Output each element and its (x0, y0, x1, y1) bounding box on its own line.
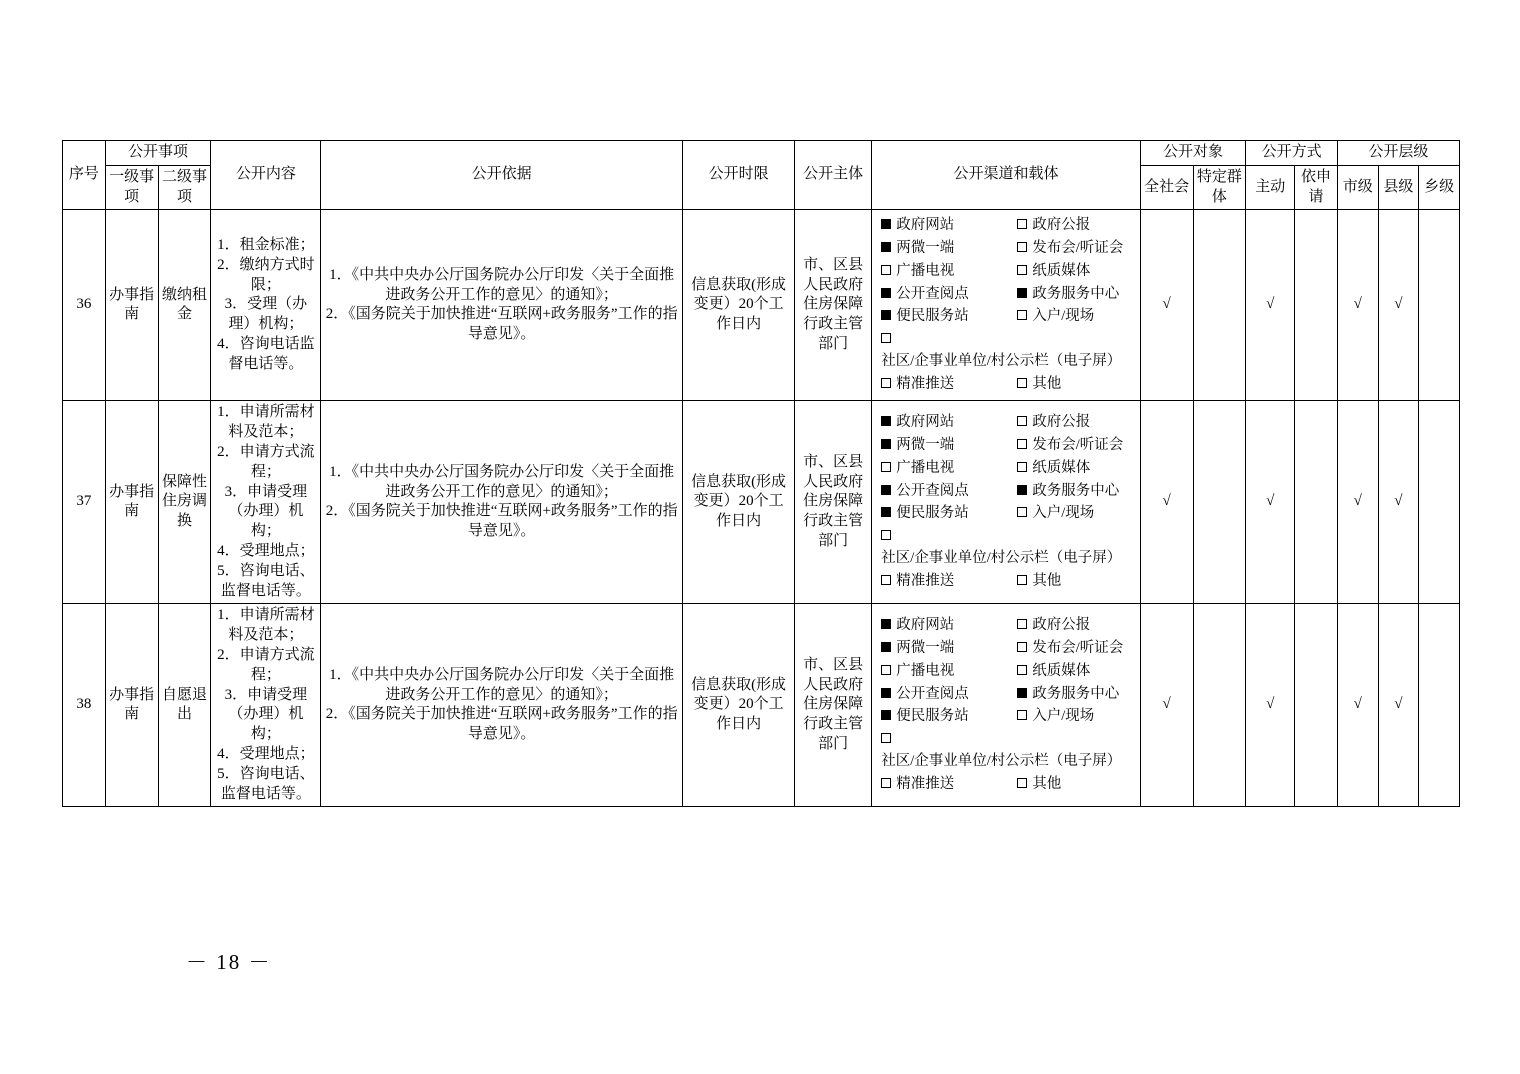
checkbox-icon[interactable] (881, 530, 891, 540)
channel-row (881, 458, 1134, 480)
row-subject: 市、区县人民政府住房保障行政主管部门 (794, 401, 871, 604)
channel-option[interactable] (1017, 615, 1134, 637)
row-audience-special (1193, 210, 1246, 401)
channel-option[interactable] (1017, 571, 1134, 593)
row-level-city: √ (1337, 604, 1378, 807)
channel-option[interactable] (1017, 706, 1134, 728)
channel-label: 公开查阅点 (896, 482, 969, 499)
checkbox-icon[interactable] (1017, 619, 1027, 629)
row-level-city: √ (1337, 210, 1378, 401)
header-level-city: 市级 (1337, 165, 1378, 210)
channel-label: 政府网站 (896, 217, 955, 234)
table-row (63, 604, 1460, 807)
header-time-limit: 公开时限 (683, 141, 795, 210)
channel-row (881, 215, 1134, 237)
channel-option[interactable] (1017, 458, 1134, 480)
row-level1: 办事指南 (105, 604, 158, 807)
row-audience-special (1193, 401, 1246, 604)
channel-row (881, 571, 1134, 593)
channel-label: 其他 (1032, 775, 1062, 792)
channel-label: 入户/现场 (1032, 505, 1095, 522)
channel-label: 纸质媒体 (1032, 459, 1091, 476)
row-method-apply (1295, 604, 1338, 807)
checkbox-icon[interactable] (1017, 462, 1027, 472)
row-level-town (1419, 604, 1460, 807)
page-number: － 18 － (186, 950, 272, 974)
checkbox-icon[interactable] (881, 507, 891, 517)
checkbox-icon[interactable] (881, 778, 891, 788)
header-level1: 一级事项 (105, 165, 158, 210)
checkbox-icon[interactable] (1017, 575, 1027, 585)
channel-label: 政府公报 (1032, 617, 1091, 634)
channel-row (881, 638, 1134, 660)
row-method-active: √ (1246, 401, 1295, 604)
checkbox-icon[interactable] (881, 310, 891, 320)
channel-row (881, 729, 1134, 773)
row-level-town (1419, 401, 1460, 604)
channel-row (881, 284, 1134, 306)
channel-option[interactable] (881, 458, 1017, 480)
row-level2: 自愿退出 (158, 604, 211, 807)
channel-option[interactable] (881, 306, 1017, 328)
checkbox-icon[interactable] (881, 575, 891, 585)
channel-option[interactable] (881, 503, 1017, 525)
channel-list (875, 612, 1136, 798)
row-content: 1．申请所需材料及范本； 2．申请方式流程； 3．申请受理（办理）机构； 4．受理地点； 5．咨询电话、监督电话等。 (211, 401, 321, 604)
channel-option[interactable] (881, 481, 1017, 503)
channel-option[interactable] (881, 661, 1017, 683)
row-number: 38 (63, 604, 106, 807)
checkbox-icon[interactable] (1017, 710, 1027, 720)
channel-label: 精准推送 (896, 375, 955, 392)
channel-option[interactable] (1017, 261, 1134, 283)
channel-label: 发布会/听证会 (1032, 240, 1124, 257)
channel-label: 便民服务站 (896, 308, 969, 325)
channel-option[interactable] (881, 729, 1134, 773)
header-method-active: 主动 (1246, 165, 1295, 210)
channel-option[interactable] (1017, 435, 1134, 457)
checkbox-icon[interactable] (1017, 439, 1027, 449)
channel-label: 政府网站 (896, 414, 955, 431)
checkbox-icon[interactable] (1017, 665, 1027, 675)
channel-label: 社区/企事业单位/村公示栏（电子屏） (881, 752, 1122, 769)
row-audience-all: √ (1140, 401, 1193, 604)
channel-label: 社区/企事业单位/村公示栏（电子屏） (881, 352, 1122, 369)
checkbox-icon[interactable] (881, 219, 891, 229)
channel-label: 政务服务中心 (1032, 685, 1120, 702)
channel-row (881, 329, 1134, 373)
channel-option[interactable] (1017, 774, 1134, 796)
header-open-item-group: 公开事项 (105, 141, 211, 166)
header-content: 公开内容 (211, 141, 321, 210)
checkbox-icon[interactable] (881, 642, 891, 652)
table-body (63, 210, 1460, 807)
header-subject: 公开主体 (794, 141, 871, 210)
channel-option[interactable] (881, 638, 1017, 660)
channel-label: 广播电视 (896, 262, 955, 279)
channel-label: 社区/企事业单位/村公示栏（电子屏） (881, 549, 1122, 566)
checkbox-icon[interactable] (881, 439, 891, 449)
channel-row (881, 306, 1134, 328)
channel-label: 入户/现场 (1032, 708, 1095, 725)
checkbox-icon[interactable] (1017, 416, 1027, 426)
checkbox-icon[interactable] (881, 688, 891, 698)
channel-label: 入户/现场 (1032, 308, 1095, 325)
channel-row (881, 684, 1134, 706)
channel-label: 便民服务站 (896, 708, 969, 725)
row-level1: 办事指南 (105, 401, 158, 604)
channel-label: 公开查阅点 (896, 685, 969, 702)
row-time-limit: 信息获取(形成变更）20个工作日内 (683, 604, 795, 807)
header-channel: 公开渠道和载体 (872, 141, 1140, 210)
table-header (63, 141, 1460, 210)
checkbox-icon[interactable] (881, 485, 891, 495)
channel-row (881, 374, 1134, 396)
channel-label: 公开查阅点 (896, 285, 969, 302)
channel-label: 精准推送 (896, 775, 955, 792)
header-audience-special: 特定群体 (1193, 165, 1246, 210)
row-time-limit: 信息获取(形成变更）20个工作日内 (683, 401, 795, 604)
row-method-apply (1295, 401, 1338, 604)
channel-label: 政务服务中心 (1032, 482, 1120, 499)
channel-label: 便民服务站 (896, 505, 969, 522)
row-audience-all: √ (1140, 604, 1193, 807)
checkbox-icon[interactable] (881, 333, 891, 343)
channel-option[interactable] (881, 684, 1017, 706)
channel-row (881, 435, 1134, 457)
table-row (63, 401, 1460, 604)
channel-label: 两微一端 (896, 437, 955, 454)
channel-option[interactable] (1017, 481, 1134, 503)
row-level-city: √ (1337, 401, 1378, 604)
checkbox-icon[interactable] (881, 462, 891, 472)
row-method-active: √ (1246, 604, 1295, 807)
channel-option[interactable] (1017, 503, 1134, 525)
row-channels (872, 604, 1140, 807)
channel-row (881, 615, 1134, 637)
channel-option[interactable] (881, 615, 1017, 637)
header-level-town: 乡级 (1419, 165, 1460, 210)
table-row (63, 210, 1460, 401)
government-disclosure-table (62, 140, 1460, 807)
channel-label: 广播电视 (896, 459, 955, 476)
checkbox-icon[interactable] (1017, 688, 1027, 698)
checkbox-icon[interactable] (1017, 507, 1027, 517)
header-audience-group: 公开对象 (1140, 141, 1246, 166)
row-level-county: √ (1378, 210, 1419, 401)
checkbox-icon[interactable] (881, 665, 891, 675)
channel-label: 政务服务中心 (1032, 285, 1120, 302)
checkbox-icon[interactable] (881, 378, 891, 388)
channel-label: 发布会/听证会 (1032, 437, 1124, 454)
header-audience-all: 全社会 (1140, 165, 1193, 210)
row-level2: 保障性住房调换 (158, 401, 211, 604)
row-level-town (1419, 210, 1460, 401)
row-subject: 市、区县人民政府住房保障行政主管部门 (794, 604, 871, 807)
row-audience-special (1193, 604, 1246, 807)
channel-option[interactable] (881, 435, 1017, 457)
row-method-apply (1295, 210, 1338, 401)
row-content: 1．申请所需材料及范本； 2．申请方式流程； 3．申请受理（办理）机构； 4．受理地点； 5．咨询电话、监督电话等。 (211, 604, 321, 807)
channel-option[interactable] (1017, 684, 1134, 706)
channel-row (881, 661, 1134, 683)
channel-row (881, 238, 1134, 260)
row-level-county: √ (1378, 604, 1419, 807)
row-channels (872, 401, 1140, 604)
row-basis: 1．《中共中央办公厅国务院办公厅印发〈关于全面推进政务公开工作的意见〉的通知》； 2．《国务院关于加快推进“互联网+政务服务”工作的指导意见》。 (321, 604, 683, 807)
row-basis: 1．《中共中央办公厅国务院办公厅印发〈关于全面推进政务公开工作的意见〉的通知》； 2．《国务院关于加快推进“互联网+政务服务”工作的指导意见》。 (321, 210, 683, 401)
channel-label: 政府公报 (1032, 217, 1091, 234)
header-basis: 公开依据 (321, 141, 683, 210)
channel-option[interactable] (881, 526, 1134, 570)
checkbox-icon[interactable] (881, 710, 891, 720)
channel-label: 政府公报 (1032, 414, 1091, 431)
header-method-group: 公开方式 (1246, 141, 1338, 166)
row-basis: 1．《中共中央办公厅国务院办公厅印发〈关于全面推进政务公开工作的意见〉的通知》； 2．《国务院关于加快推进“互联网+政务服务”工作的指导意见》。 (321, 401, 683, 604)
channel-option[interactable] (1017, 238, 1134, 260)
checkbox-icon[interactable] (881, 416, 891, 426)
channel-row (881, 481, 1134, 503)
channel-label: 其他 (1032, 572, 1062, 589)
checkbox-icon[interactable] (1017, 265, 1027, 275)
channel-row (881, 526, 1134, 570)
checkbox-icon[interactable] (1017, 288, 1027, 298)
header-no: 序号 (63, 141, 106, 210)
channel-option[interactable] (881, 215, 1017, 237)
channel-option[interactable] (881, 238, 1017, 260)
channel-option[interactable] (1017, 215, 1134, 237)
channel-option[interactable] (1017, 284, 1134, 306)
channel-option[interactable] (1017, 306, 1134, 328)
row-method-active: √ (1246, 210, 1295, 401)
table-header-row-1 (63, 141, 1460, 166)
header-level2: 二级事项 (158, 165, 211, 210)
channel-option[interactable] (881, 374, 1017, 396)
channel-label: 发布会/听证会 (1032, 640, 1124, 657)
checkbox-icon[interactable] (1017, 778, 1027, 788)
row-number: 36 (63, 210, 106, 401)
channel-row (881, 774, 1134, 796)
channel-row (881, 503, 1134, 525)
checkbox-icon[interactable] (881, 242, 891, 252)
row-time-limit: 信息获取(形成变更）20个工作日内 (683, 210, 795, 401)
channel-option[interactable] (881, 706, 1017, 728)
channel-option[interactable] (1017, 661, 1134, 683)
channel-label: 两微一端 (896, 640, 955, 657)
checkbox-icon[interactable] (881, 619, 891, 629)
channel-list (875, 409, 1136, 595)
checkbox-icon[interactable] (1017, 242, 1027, 252)
channel-label: 两微一端 (896, 240, 955, 257)
channel-row (881, 412, 1134, 434)
channel-label: 政府网站 (896, 617, 955, 634)
channel-option[interactable] (1017, 412, 1134, 434)
channel-label: 纸质媒体 (1032, 262, 1091, 279)
channel-option[interactable] (881, 774, 1017, 796)
channel-option[interactable] (1017, 374, 1134, 396)
channel-option[interactable] (881, 571, 1017, 593)
row-level-county: √ (1378, 401, 1419, 604)
channel-option[interactable] (881, 284, 1017, 306)
channel-row (881, 261, 1134, 283)
checkbox-icon[interactable] (881, 733, 891, 743)
channel-label: 精准推送 (896, 572, 955, 589)
channel-option[interactable] (881, 412, 1017, 434)
row-content: 1．租金标准； 2．缴纳方式时限； 3．受理（办理）机构； 4．咨询电话监督电话等。 (211, 210, 321, 401)
row-audience-all: √ (1140, 210, 1193, 401)
row-level2: 缴纳租金 (158, 210, 211, 401)
channel-label: 广播电视 (896, 662, 955, 679)
channel-option[interactable] (881, 261, 1017, 283)
checkbox-icon[interactable] (881, 265, 891, 275)
row-level1: 办事指南 (105, 210, 158, 401)
checkbox-icon[interactable] (1017, 310, 1027, 320)
row-subject: 市、区县人民政府住房保障行政主管部门 (794, 210, 871, 401)
channel-list (875, 212, 1136, 398)
channel-label: 其他 (1032, 375, 1062, 392)
channel-label: 纸质媒体 (1032, 662, 1091, 679)
header-level-county: 县级 (1378, 165, 1419, 210)
checkbox-icon[interactable] (1017, 642, 1027, 652)
row-channels (872, 210, 1140, 401)
row-number: 37 (63, 401, 106, 604)
header-level-group: 公开层级 (1337, 141, 1459, 166)
checkbox-icon[interactable] (881, 288, 891, 298)
checkbox-icon[interactable] (1017, 485, 1027, 495)
checkbox-icon[interactable] (1017, 378, 1027, 388)
channel-option[interactable] (881, 329, 1134, 373)
header-method-apply: 依申请 (1295, 165, 1338, 210)
channel-option[interactable] (1017, 638, 1134, 660)
channel-row (881, 706, 1134, 728)
checkbox-icon[interactable] (1017, 219, 1027, 229)
